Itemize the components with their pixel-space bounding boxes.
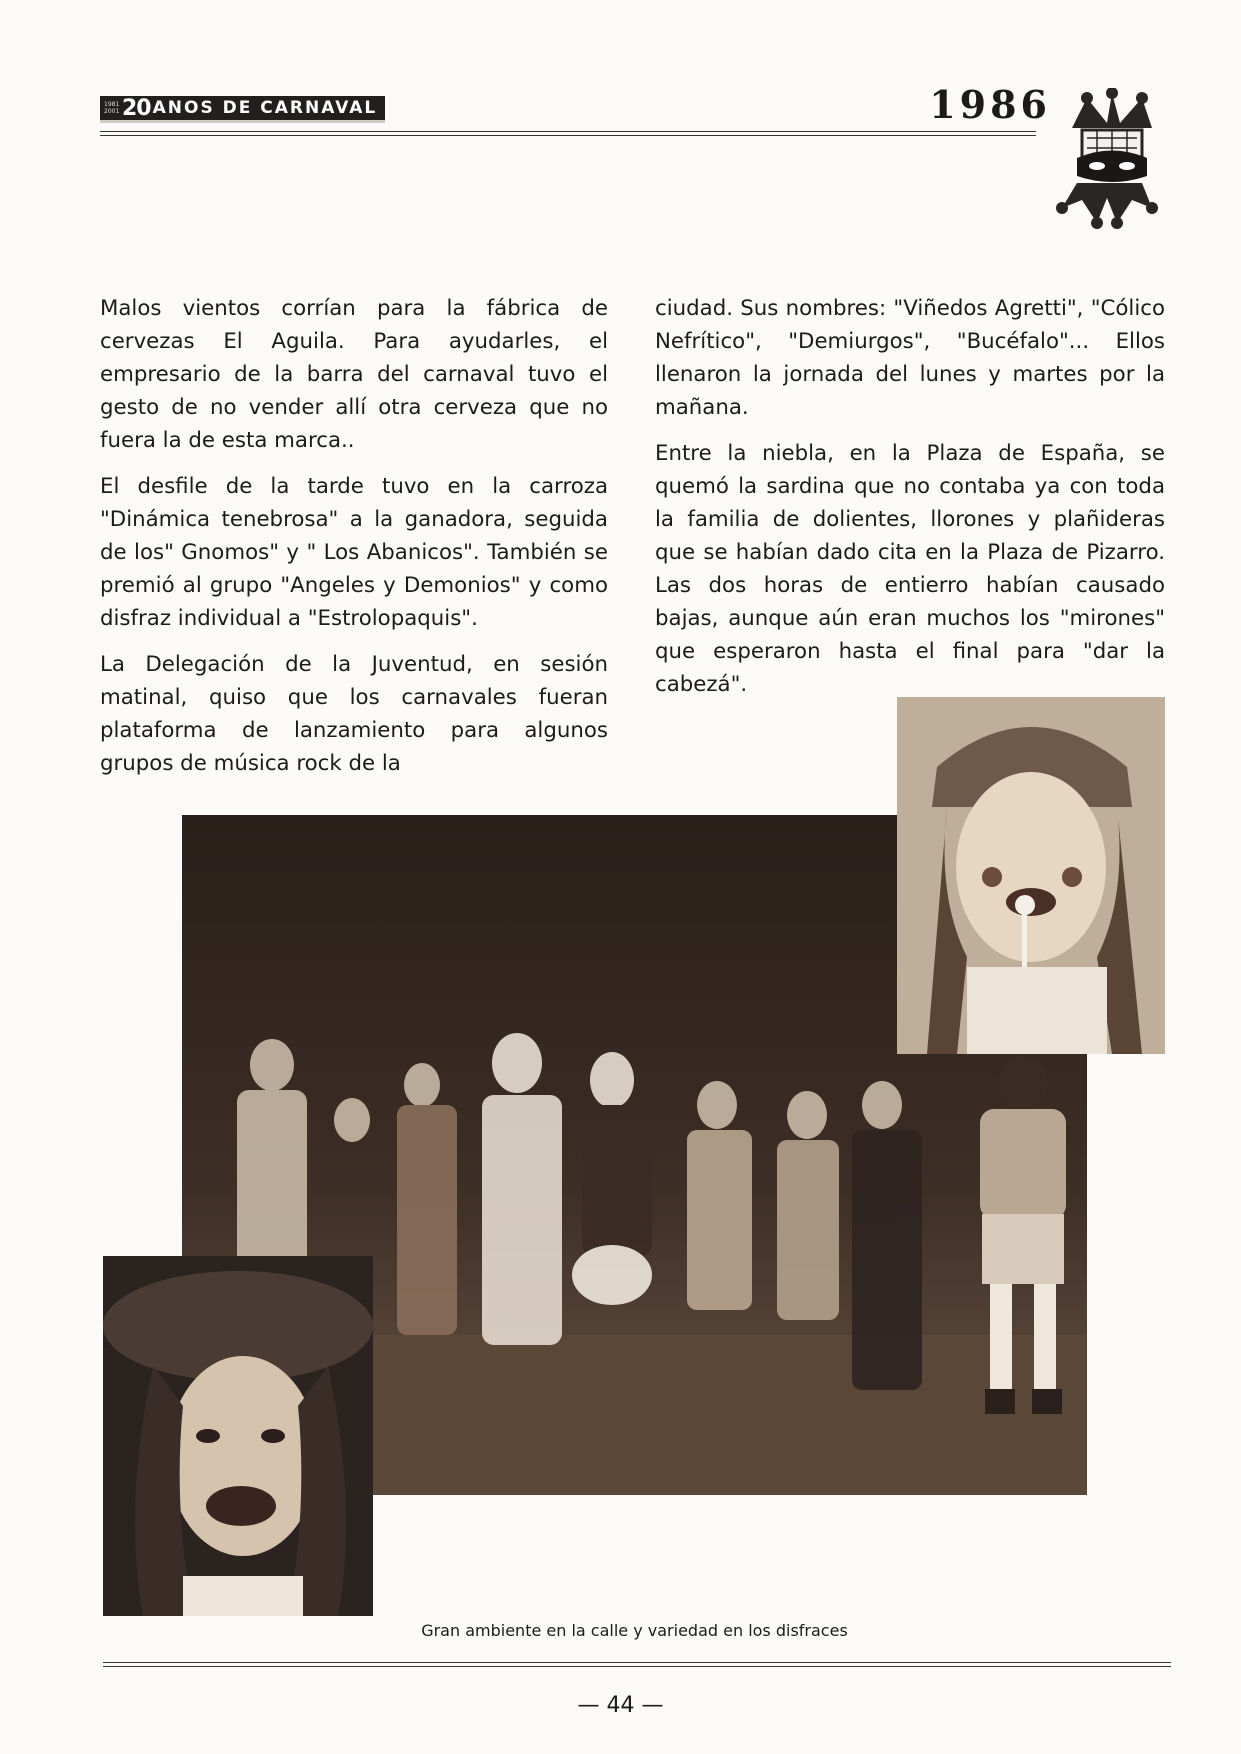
header-number: 20: [122, 95, 151, 121]
header-title: ANOS DE CARNAVAL: [152, 98, 378, 118]
header-divider: [100, 131, 1036, 136]
paragraph: ciudad. Sus nombres: "Viñedos Agretti", "Cólico Nefrítico", "Demiurgos", "Bucéfalo"... Ellos llenaron la jornada del lunes y martes por la mañana.: [655, 296, 1165, 420]
photo-caption: Gran ambiente en la calle y variedad en los disfraces: [421, 1621, 848, 1640]
child-in-hat-photo: [103, 1256, 373, 1616]
paragraph: Malos vientos corrían para la fábrica de cervezas El Aguila. Para ayudarles, el empresario de la barra del carnaval tuvo el gesto de no vender allí otra cerveza que no fuera la de esta marca..: [100, 296, 608, 453]
article-column-right: [655, 292, 1165, 714]
page-number: — 44 —: [577, 1693, 664, 1718]
article-column-left: [100, 292, 608, 793]
series-header-badge: [100, 96, 385, 123]
header-years: 1981 2001: [104, 101, 120, 115]
paragraph: Entre la niebla, en la Plaza de España, se quemó la sardina que no contaba ya con toda la familia de dolientes, llorones y plañideras que se habían dado cita en la Plaza de Pizarro. Las dos horas de entierro habían causado bajas, aunque aún eran muchos los "mirones" que esperaron hasta el final para "dar la cabezá".: [655, 441, 1165, 697]
paragraph: La Delegación de la Juventud, en sesión matinal, quiso que los carnavales fueran plataforma de lanzamiento para algunos grupos de música rock de la: [100, 652, 608, 776]
girl-with-lollipop-photo: [897, 697, 1165, 1054]
paragraph: El desfile de la tarde tuvo en la carroza "Dinámica tenebrosa" a la ganadora, seguida de los" Gnomos" y " Los Abanicos". También se premió al grupo "Angeles y Demonios" y como disfraz individual a "Estrolopaquis".: [100, 474, 608, 631]
page-year: 1986: [929, 82, 1051, 127]
jester-logo-icon: [1052, 88, 1172, 238]
footer-divider: [103, 1662, 1171, 1667]
roman-costume-figure-photo: [960, 1054, 1086, 1419]
